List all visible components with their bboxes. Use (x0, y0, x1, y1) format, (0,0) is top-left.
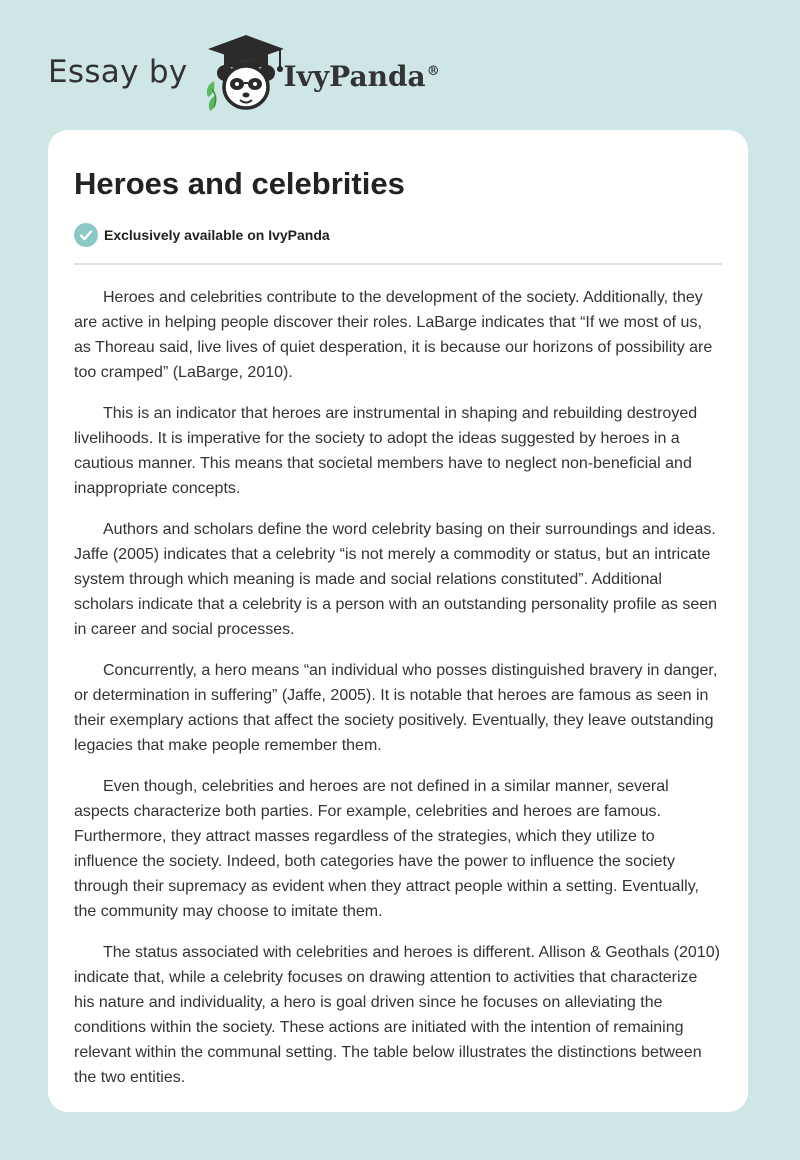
brand-name[interactable] (284, 60, 440, 93)
paragraph: Authors and scholars define the word celebrity basing on their surroundings and ideas. Jaffe (2005) indicates that a celebrity “is not merely a commodity or status, but an intricate system through which meaning is made and social relations constituted”. Additional scholars indicate that a celebrity is a person with an outstanding personality profile as seen in career and social processes. (74, 521, 718, 638)
paragraph: This is an indicator that heroes are instrumental in shaping and rebuilding destroyed livelihoods. It is imperative for the society to adopt the ideas suggested by heroes in a cautious manner. This means that societal members have to neglect non-beneficial and inappropriate concepts. (74, 405, 698, 497)
brand-prefix: Essay by (48, 54, 188, 90)
panda-graduate-logo-icon[interactable] (200, 35, 290, 115)
brand-name-text: IvyPanda (283, 59, 426, 93)
registered-mark: ® (426, 64, 440, 80)
page-title: Heroes and celebrities (74, 166, 405, 201)
check-circle-icon (74, 223, 98, 247)
site-header (48, 30, 440, 120)
exclusive-badge (74, 222, 722, 248)
paragraph: Concurrently, a hero means “an individual who posses distinguished bravery in danger, or determination in suffering” (Jaffe, 2005). It is notable that heroes are famous as seen in their exemplary actions that affect the society positively. Eventually, they leave outstanding legacies that make people remember them. (74, 662, 718, 754)
badge-label: Exclusively available on IvyPanda (104, 227, 330, 243)
essay-body (74, 285, 722, 1090)
divider (74, 263, 722, 265)
paragraph: Heroes and celebrities contribute to the development of the society. Additionally, they are active in helping people discover their roles. LaBarge indicates that “If we most of us, as Thoreau said, live lives of quiet desperation, it is because our horizons of possibility are too cramped” (LaBarge, 2010). (74, 289, 713, 381)
paragraph: Even though, celebrities and heroes are not defined in a similar manner, several aspects characterize both parties. For example, celebrities and heroes are famous. Furthermore, they attract masses regardless of the strategies, which they utilize to influence the society. Indeed, both categories have the power to influence the society through their supremacy as evident when they attract people within a setting. Eventually, the community may choose to imitate them. (74, 778, 699, 920)
paragraph: The status associated with celebrities and heroes is different. Allison & Geothals (2010) indicate that, while a celebrity focuses on drawing attention to activities that characterize his nature and individuality, a hero is goal driven since he focuses on alleviating the conditions within the society. These actions are initiated with the intention of remaining relevant within the communal setting. The table below illustrates the distinctions between the two entities. (74, 944, 720, 1086)
essay-card (48, 130, 748, 1112)
